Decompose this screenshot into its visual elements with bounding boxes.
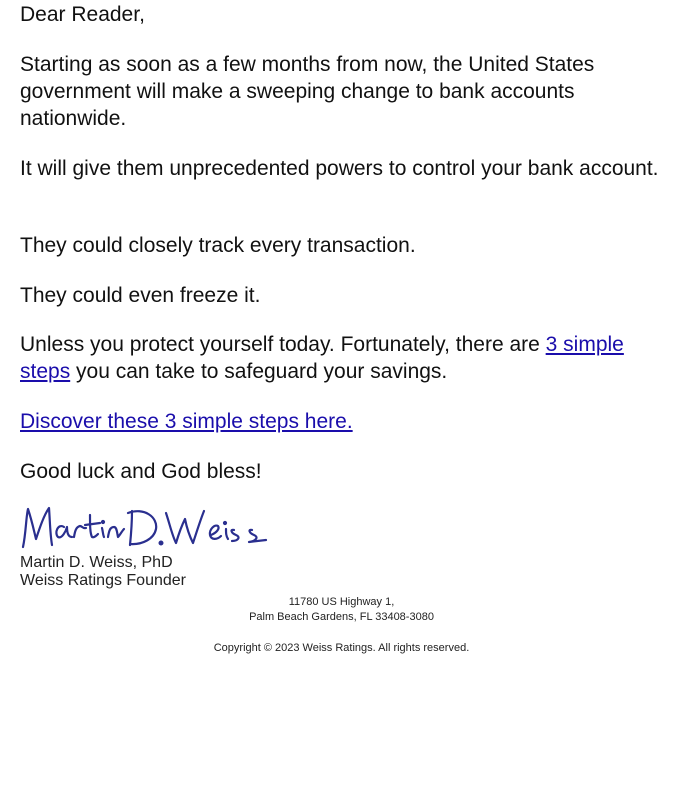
- signer-name: Martin D. Weiss, PhD: [20, 554, 173, 571]
- closing-line: Good luck and God bless!: [20, 460, 262, 483]
- three-simple-steps-link[interactable]: 3 simple steps: [20, 333, 624, 383]
- protect-text-after: you can take to safeguard your savings.: [70, 360, 448, 383]
- paragraph-track-transactions: They could closely track every transaction.: [20, 234, 416, 257]
- paragraph-freeze: They could even freeze it.: [20, 284, 261, 307]
- address-line-1: 11780 US Highway 1,: [288, 596, 395, 608]
- footer-copyright: Copyright © 2023 Weiss Ratings. All rights reserved.: [213, 642, 470, 654]
- greeting: Dear Reader,: [20, 3, 145, 26]
- footer-address: [0, 595, 683, 625]
- discover-steps-link[interactable]: Discover these 3 simple steps here.: [20, 410, 353, 433]
- protect-text-before: Unless you protect yourself today. Fortunately, there are: [20, 333, 546, 356]
- signature-block: [20, 554, 186, 590]
- address-line-2: Palm Beach Gardens, FL 33408-3080: [249, 611, 434, 623]
- signer-title: Weiss Ratings Founder: [20, 572, 186, 589]
- signature-image: [20, 503, 272, 551]
- paragraph-bank-change: Starting as soon as a few months from now, the United States government will make a sweeping change to bank accounts nationwide.: [20, 53, 595, 130]
- cta-paragraph: [20, 408, 353, 435]
- paragraph-unprecedented-powers: It will give them unprecedented powers to control your bank account.: [20, 157, 659, 180]
- paragraph-protect-yourself: [20, 331, 665, 385]
